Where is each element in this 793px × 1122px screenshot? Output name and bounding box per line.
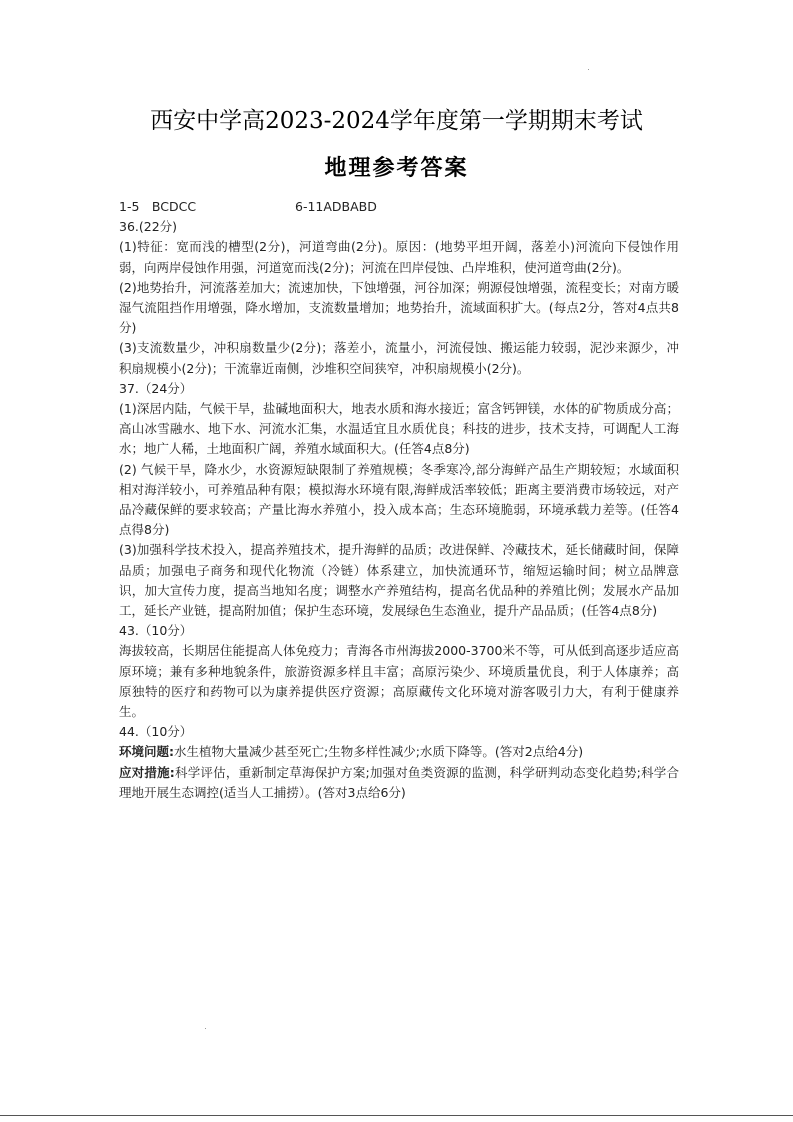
page-title: 西安中学高2023-2024学年度第一学期期末考试 xyxy=(150,108,643,134)
choice-answers-6-11: 6-11ADBABD xyxy=(295,199,377,214)
countermeasures-text: 科学评估，重新制定草海保护方案;加强对鱼类资源的监测，科学研判动态变化趋势;科学合理地开展生态调控(适当人工捕捞）。(答对3点给6分) xyxy=(119,764,679,800)
scan-speck xyxy=(205,1028,206,1029)
question-36-part-3: (3)支流数量少，冲积扇数量少(2分)；落差小，流量小，河流侵蚀、搬运能力较弱，泥沙来源少，冲积扇规模小(2分)；干流靠近南侧，沙堆积空间狭窄，冲积扇规模小(2分)。 xyxy=(119,340,679,376)
question-44-countermeasures xyxy=(119,763,679,803)
choice-answers xyxy=(119,197,679,217)
question-36-part-2: (2)地势抬升，河流落差加大；流速加快，下蚀增强，河谷加深；朔源侵蚀增强，流程变长；对南方暖湿气流阻挡作用增强，降水增加，支流数量增加；地势抬升，流域面积扩大。(每点2分，答对4点共8分) xyxy=(119,279,679,336)
question-43-answer: 海拔较高，长期居住能提高人体免疫力；青海各市州海拔2000-3700米不等，可从低到高逐步适应高原环境；兼有多种地貌条件，旅游资源多样且丰富；高原污染少、环境质量优良，利于人体康养；高原独特的医疗和药物可以为康养提供医疗资源；高原藏传文化环境对游客吸引力大，有利于健康养生。 xyxy=(119,643,679,720)
question-36-heading: 36.(22分) xyxy=(119,219,178,235)
question-37-part-2: (2) 气候干旱，降水少，水资源短缺限制了养殖规模；冬季寒冷,部分海鲜产品生产期较短；水域面积相对海洋较小，可养殖品种有限；模拟海水环境有限,海鲜成活率较低；距离主要消费市场较远，对产品冷藏保鲜的要求较高；产量比海水养殖小，投入成本高；生态环境脆弱，环境承载力差等。(任答4点得8分) xyxy=(119,461,679,538)
scan-speck xyxy=(588,69,589,70)
answer-body xyxy=(119,197,679,803)
choice-answers-1-5: 1-5 BCDCC xyxy=(119,199,197,214)
question-37-part-3: (3)加强科学技术投入，提高养殖技术，提升海鲜的品质；改进保鲜、冷藏技术，延长储藏时间，保障品质；加强电子商务和现代化物流（冷链）体系建立，加快流通环节，缩短运输时间；树立品牌意识，加大宣传力度，提高当地知名度；调整水产养殖结构，提高名优品种的养殖比例；发展水产品加工，延长产业链，提高附加值；保护生态环境，发展绿色生态渔业，提升产品品质；(任答4点8分) xyxy=(119,542,679,619)
environment-problems-label: 环境问题: xyxy=(119,744,174,760)
question-36-part-1: (1)特征：宽而浅的槽型(2分)，河道弯曲(2分)。原因：(地势平坦开阔，落差小)河流向下侵蚀作用弱，向两岸侵蚀作用强，河道宽而浅(2分)；河流在凹岸侵蚀、凸岸堆积，使河道弯曲(2分)。 xyxy=(119,239,679,275)
question-44-heading: 44.（10分） xyxy=(119,724,193,740)
question-37-part-1: (1)深居内陆，气候干旱，盐碱地面积大，地表水质和海水接近；富含钙钾镁，水体的矿物质成分高；高山冰雪融水、地下水、河流水汇集，水温适宜且水质优良；科技的进步，技术支持，可调配人工海水；地广人稀，土地面积广阔，养殖水域面积大。(任答4点8分) xyxy=(119,401,679,457)
page-subtitle: 地理参考答案 xyxy=(324,155,469,181)
environment-problems-text: 水生植物大量减少甚至死亡;生物多样性减少;水质下降等。(答对2点给4分) xyxy=(174,744,584,760)
question-43-heading: 43.（10分） xyxy=(119,623,193,639)
page-bottom-rule xyxy=(0,1115,793,1116)
question-37-heading: 37.（24分） xyxy=(119,380,193,396)
question-44-environment-problems xyxy=(119,742,679,762)
countermeasures-label: 应对措施: xyxy=(119,764,175,780)
